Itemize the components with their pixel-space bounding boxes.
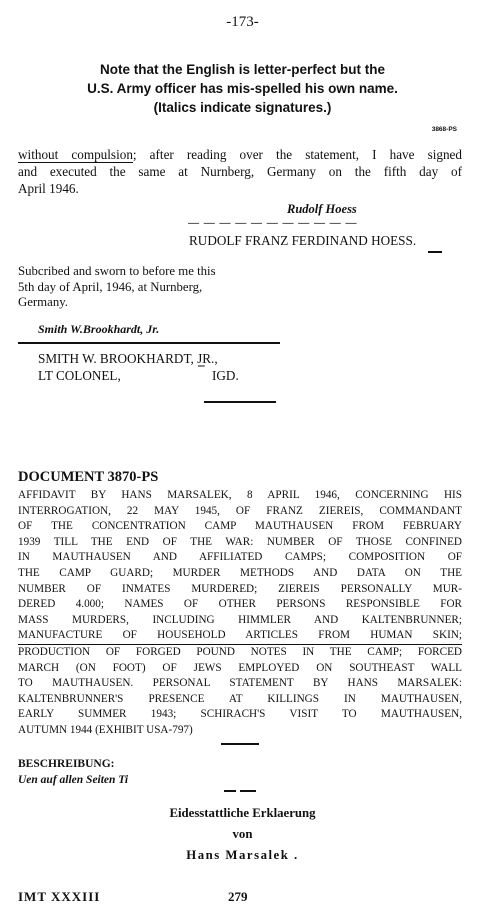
editor-note	[0, 60, 485, 117]
sworn-line: Subcribed and sworn to before me this	[18, 264, 216, 278]
footer-page-number: 279	[228, 889, 248, 904]
summary-line: KALTENBRUNNER'S PRESENCE AT KILLINGS IN MAUTHAUSEN,	[18, 692, 462, 705]
beschreibung-label: BESCHREIBUNG:	[18, 758, 115, 770]
section-divider	[204, 401, 276, 403]
german-title: Eidesstattliche Erklaerung	[169, 806, 316, 820]
german-von: von	[232, 827, 253, 841]
summary-line-underlined: MANUFACTURE OF HOUSEHOLD ARTICLES FROM HUMAN SKIN;	[18, 628, 462, 645]
accent-mark: ¯	[198, 364, 205, 379]
officer-block	[38, 350, 278, 384]
summary-line: AFFIDAVIT BY HANS MARSALEK, 8 APRIL 1946, CONCERNING HIS	[18, 489, 462, 501]
summary-line: MASS MURDERS, INCLUDING HIMMLER AND KALTENBRUNNER;	[18, 613, 462, 626]
summary-line: NUMBER OF INMATES MURDERED; ZIEREIS PERSONALLY MUR-	[18, 582, 462, 595]
summary-line: DERED 4.000; NAMES OF OTHER PERSONS RESPONSIBLE FOR	[18, 598, 462, 611]
statement-paragraph	[18, 146, 462, 197]
document-summary	[18, 488, 462, 739]
page-number: -173-	[226, 14, 259, 30]
officer-unit: IGD.	[212, 368, 239, 383]
dash-mark	[224, 790, 236, 792]
summary-line: IN MAUTHAUSEN AND AFFILIATED CAMPS; COMPOSITION OF	[18, 551, 462, 564]
signature-brookhardt: Smith W.Brookhardt, Jr.	[38, 322, 160, 336]
summary-line: TO MAUTHAUSEN. PERSONAL STATEMENT BY HANS MARSALEK:	[18, 677, 462, 690]
document-title: DOCUMENT 3870-PS	[18, 469, 159, 485]
german-name: Hans Marsalek .	[186, 848, 299, 862]
accent-mark	[428, 251, 442, 253]
note-line: (Italics indicate signatures.)	[153, 100, 332, 115]
officer-name: SMITH W. BROOKHARDT, JR.,	[38, 351, 218, 366]
summary-line: EARLY SUMMER 1943; SCHIRACH'S VISIT TO MAUTHAUSEN,	[18, 708, 462, 721]
sworn-statement	[18, 264, 216, 311]
officer-rank-line	[38, 364, 278, 384]
beschreibung-block	[18, 756, 128, 788]
signature-dashes: — — — — — — — — — — —	[188, 217, 358, 229]
officer-rank: LT COLONEL,	[38, 368, 121, 383]
summary-line: AUTUMN 1944 (EXHIBIT USA-797)	[18, 723, 193, 736]
section-divider	[221, 743, 259, 745]
sworn-line: 5th day of April, 1946, at Nurnberg,	[18, 279, 203, 294]
summary-line: 1939 TILL THE END OF THE WAR: NUMBER OF THOSE CONFINED	[18, 535, 462, 548]
signature-hoess: Rudolf Hoess	[287, 202, 357, 216]
footer-volume: IMT XXXIII	[18, 889, 101, 904]
note-line: Note that the English is letter-perfect but the	[99, 62, 386, 77]
statement-line: April 1946.	[18, 181, 79, 196]
statement-line: without compulsion; after reading over the statement, I have signed	[18, 147, 462, 162]
summary-line: PRODUCTION OF FORGED POUND NOTES IN THE CAMP; FORCED	[18, 645, 462, 658]
beschreibung-text: Uen auf allen Seiten Ti	[18, 774, 129, 786]
summary-line: MARCH (ON FOOT) OF JEWS EMPLOYED ON SOUTHEAST WALL	[18, 661, 462, 674]
note-line: U.S. Army officer has mis-spelled his own name.	[87, 81, 398, 96]
summary-line: OF THE CONCENTRATION CAMP MAUTHAUSEN FROM FEBRUARY	[18, 520, 462, 533]
summary-line: THE CAMP GUARD; MURDER METHODS AND DATA ON THE	[18, 566, 462, 579]
sworn-line: Germany.	[18, 295, 68, 309]
summary-line: INTERROGATION, 22 MAY 1945, OF FRANZ ZIEREIS, COMMANDANT	[18, 504, 462, 517]
statement-line: and executed the same at Nurnberg, Germany on the fifth day of	[18, 164, 462, 179]
dash-mark	[240, 790, 256, 792]
underlined-phrase: without compulsion	[18, 147, 133, 162]
typed-name-hoess: RUDOLF FRANZ FERDINAND HOESS.	[189, 233, 417, 248]
signature-line	[18, 342, 280, 344]
reference-tag: 3868-PS	[431, 126, 457, 133]
